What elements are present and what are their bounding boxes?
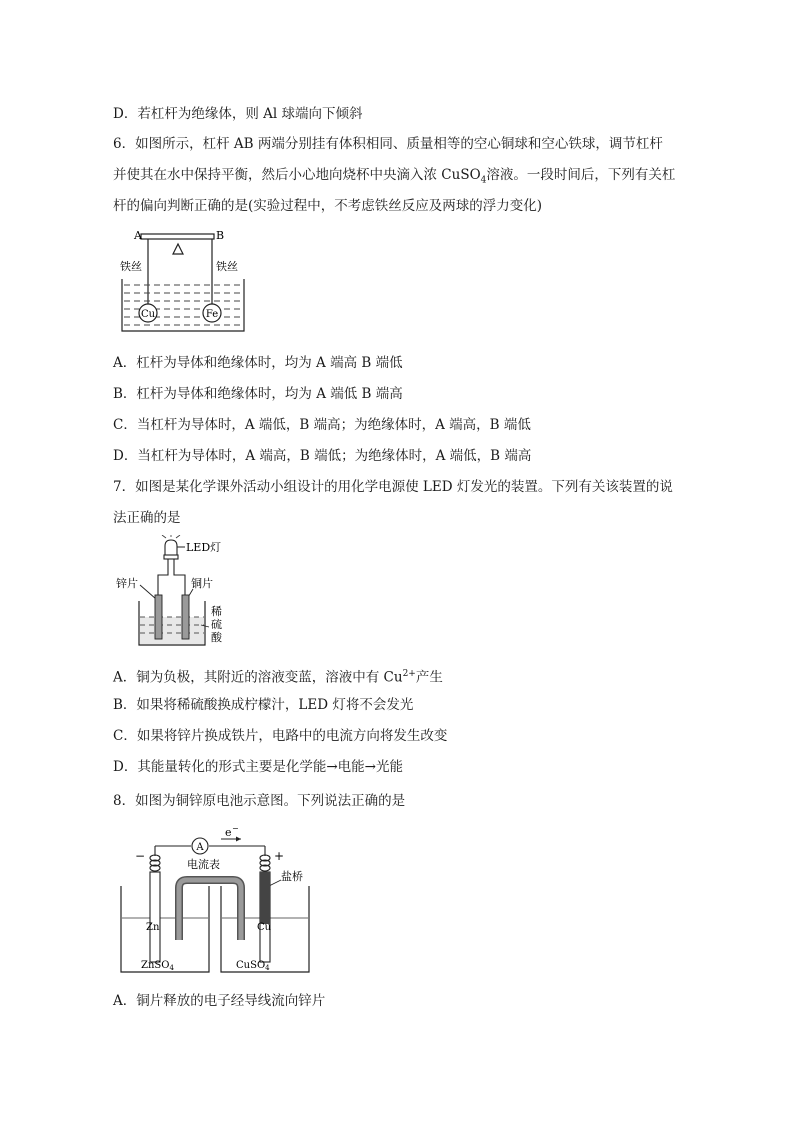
electron-label: e [225, 826, 232, 839]
ammeter-symbol: A [196, 842, 204, 853]
coil-right [260, 855, 270, 871]
ball-label-fe: Fe [205, 309, 219, 320]
q7-option-a: A．铜为负极，其附近的溶液变蓝，溶液中有 $Cu^{2+}$产生 [113, 669, 443, 686]
zn-label: Zn [146, 922, 160, 933]
q7-option-d: D．其能量转化的形式主要是化学能→电能→光能 [113, 759, 403, 775]
ammeter-label: 电流表 [187, 858, 220, 871]
copper-label: 铜片 [191, 577, 213, 590]
label-a: A [134, 229, 142, 242]
led-icon [162, 535, 180, 568]
salt-bridge-label: 盐桥 [281, 870, 303, 883]
q8-stem: 8．如图为铜锌原电池示意图。下列说法正确的是 [113, 793, 406, 809]
wire-label-right: 铁丝 [216, 260, 238, 273]
label-b: B [216, 229, 225, 242]
terminal-plus: + [274, 849, 285, 863]
zinc-electrode [150, 872, 160, 962]
cu-label: Cu [257, 922, 272, 933]
q8-galvanic-cell-figure [117, 822, 317, 974]
q6-stem-line-3: 杆的偏向判断正确的是(实验过程中，不考虑铁丝反应及两球的浮力变化) [113, 198, 543, 214]
q6-option-c: C．当杠杆为导体时，A 端低，B 端高；为绝缘体时，A 端高，B 端低 [113, 417, 531, 433]
q5-option-d: D．若杠杆为绝缘体，则 Al 球端向下倾斜 [113, 106, 363, 122]
q6-lever-figure [118, 225, 253, 335]
acid-label-1: 稀 [211, 605, 222, 618]
q6-option-b: B．杠杆为导体和绝缘体时，均为 A 端低 B 端高 [113, 386, 403, 402]
wire-label-left: 铁丝 [120, 260, 142, 273]
q6-stem-line-1: 6．如图所示，杠杆 AB 两端分别挂有体积相同、质量相等的空心铜球和空心铁球，调节杠杆 [113, 136, 663, 152]
q6-option-a: A．杠杆为导体和绝缘体时，均为 A 端高 B 端低 [113, 355, 403, 371]
salt-bridge [179, 880, 241, 940]
q7-option-c: C．如果将锌片换成铁片，电路中的电流方向将发生改变 [113, 728, 448, 744]
terminal-minus: − [135, 849, 146, 863]
acid-label-3: 酸 [211, 631, 222, 644]
zinc-label: 锌片 [116, 577, 138, 590]
acid-solution [140, 617, 204, 644]
zinc-plate [155, 595, 162, 639]
cuso4-label: CuSO$_4$ [236, 960, 270, 972]
q7-stem-line-1: 7．如图是某化学课外活动小组设计的用化学电源使 LED 灯发光的装置。下列有关该装置的说 [113, 479, 673, 495]
beaker [122, 279, 244, 331]
q7-option-b: B．如果将稀硫酸换成柠檬汁，LED 灯将不会发光 [113, 697, 414, 713]
wire-zinc [158, 568, 168, 595]
led-label: LED灯 [186, 541, 222, 554]
q7-led-cell-figure [113, 535, 273, 650]
q6-option-d: D．当杠杆为导体时，A 端高，B 端低；为绝缘体时，A 端低，B 端高 [113, 448, 532, 464]
q8-option-a: A．铜片释放的电子经导线流向锌片 [113, 993, 326, 1009]
znso4-label: ZnSO$_4$ [141, 960, 174, 972]
fulcrum [173, 244, 183, 254]
electron-charge: − [232, 824, 239, 833]
wire-copper [174, 568, 185, 595]
ball-label-cu: Cu [140, 309, 156, 320]
lever-bar [141, 234, 214, 239]
q7-stem-line-2: 法正确的是 [113, 510, 181, 526]
coil-left [150, 855, 160, 871]
copper-plate [182, 595, 189, 639]
q6-stem-line-2: 并使其在水中保持平衡，然后小心地向烧杯中央滴入浓 CuSO$_4$溶液。一段时间后，下列有关杠 [113, 167, 676, 186]
acid-label-2: 硫 [211, 618, 222, 631]
